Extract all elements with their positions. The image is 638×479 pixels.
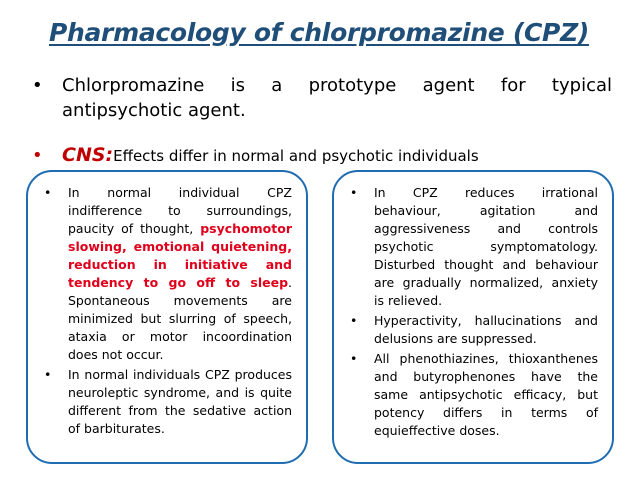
left-item2-text: In normal individuals CPZ produces neuroleptic syndrome, and is quite different from the sedative action of barbiturates.: [68, 367, 292, 436]
right-item1-text: In CPZ reduces irrational behaviour, agitation and aggressiveness and controls psychotic symptomatology. Disturbed thought and behaviour are gradually normalized, anxiety is relieved.: [374, 185, 598, 308]
list-item: [348, 350, 598, 440]
bullet-prototype: [32, 73, 612, 123]
bullet-dot-icon: •: [32, 145, 43, 166]
right-item2-text: Hyperactivity, hallucinations and delusions are suppressed.: [374, 313, 598, 346]
bullet-dot-icon: •: [350, 185, 358, 200]
list-item: [348, 312, 598, 348]
bullet-dot-icon: •: [44, 185, 52, 200]
cns-text-wrap: [62, 145, 479, 166]
slide-title: Pharmacology of chlorpromazine (CPZ): [48, 18, 590, 47]
right-item3-text: All phenothiazines, thioxanthenes and butyrophenones have the same antipsychotic efficacy, but potency differs in terms of equieffective doses.: [374, 351, 598, 438]
left-item1-rest: . Spontaneous movements are minimized but slurring of speech, ataxia or motor incoordination does not occur.: [68, 275, 292, 362]
left-item1-text: In normal individual CPZ indifference to surroundings, paucity of thought,: [68, 185, 292, 236]
bullet-cns: [32, 143, 479, 169]
bullet-dot-icon: •: [44, 367, 52, 382]
bullet-dot-icon: •: [350, 351, 358, 366]
cns-description: Effects differ in normal and psychotic individuals: [113, 147, 479, 165]
list-item: [42, 366, 292, 438]
bullet-dot-icon: •: [350, 313, 358, 328]
normal-individuals-box: [26, 170, 308, 464]
cns-label: CNS:: [62, 144, 114, 166]
bullet-dot-icon: •: [32, 75, 43, 96]
psychotic-individuals-box: [332, 170, 614, 464]
bullet-prototype-text: Chlorpromazine is a prototype agent for typical antipsychotic agent.: [62, 75, 612, 121]
list-item: [42, 184, 292, 364]
list-item: [348, 184, 598, 310]
left-item1-highlight: psychomotor slowing, emotional quietening, reduction in initiative and tendency to go off to sleep: [68, 221, 292, 290]
